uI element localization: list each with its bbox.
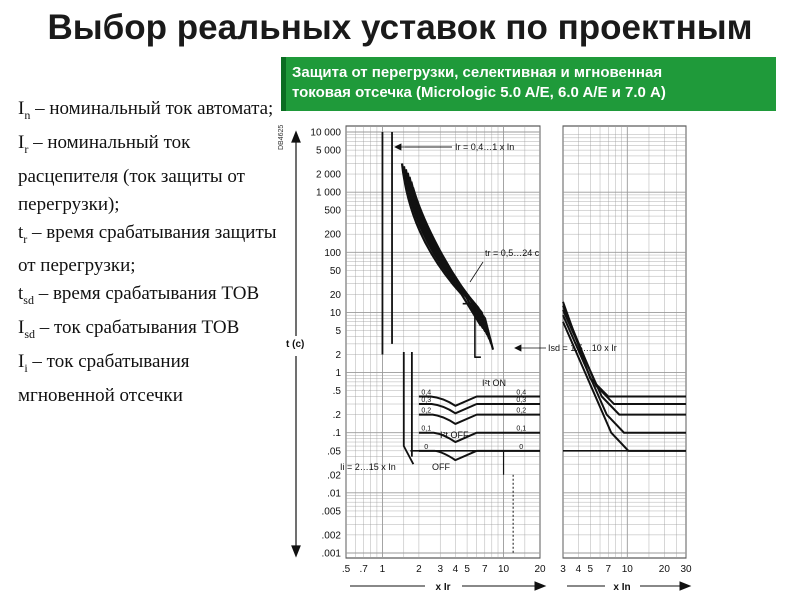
tsd-label: 0,2 [516,407,527,415]
short-time-step [419,433,540,442]
x-tick-label: 20 [534,564,546,575]
y-tick-label: 50 [329,265,341,277]
y-tick-label: 20 [329,289,341,301]
y-tick-label: 100 [324,247,341,259]
definition-subscript: sd [24,326,35,341]
x-tick-label: 3 [560,564,566,575]
chart-code-label: DB4625 [278,124,285,150]
x-tick-label: 2 [416,564,422,575]
y-tick-label: .002 [321,530,341,542]
y-tick-label: 2 [335,349,341,361]
y-tick-label: 500 [324,205,341,217]
i2t-off-annotation: I²t OFF [440,430,469,440]
short-time-step [419,415,540,424]
off-annotation: OFF [432,462,450,472]
definition-text: – время срабатывания защиты от перегрузки; [18,221,277,277]
definition-subscript: sd [23,293,34,308]
short-time-step [419,451,540,460]
y-tick-label: .2 [332,410,341,422]
right-x-axis-label: x In [613,582,631,593]
y-tick-label: .005 [321,506,341,518]
definition-symbol: I [18,131,25,153]
left-x-axis-label: x Ir [435,582,451,593]
x-tick-label: 5 [587,564,594,575]
x-tick-label: 30 [680,564,692,575]
definition-subscript: r [24,141,29,156]
x-tick-label: 20 [658,564,670,575]
y-tick-label: .1 [332,428,341,440]
definition-subscript: n [24,107,31,122]
tsd-label: 0,1 [421,425,432,433]
y-tick-label: .5 [332,386,341,398]
tsd-label: 0,4 [421,389,432,397]
definition-symbol: I [18,317,25,339]
right-panel-curves [563,302,686,451]
long-time-curve [406,169,485,331]
x-tick-label: 5 [464,564,470,575]
definition-subscript: r [23,231,28,246]
ir-annotation: Ir = 0,4…1 x In [455,142,515,152]
y-arrow-down-head [292,546,300,556]
right-step-curve [563,322,686,451]
definition-subscript: i [24,360,28,375]
y-tick-label: .05 [327,446,341,458]
x-tick-label: 4 [575,564,582,575]
x-arrow-head [680,582,690,590]
isd-leader-head [515,345,521,351]
tsd-label: 0,3 [421,397,432,405]
y-tick-label: 1 000 [315,187,341,199]
y-arrow-up-head [292,132,300,142]
y-tick-label: 10 [329,307,341,319]
definition-text: – ток срабатывания ТОВ [35,317,240,339]
definition-symbol: t [18,283,24,305]
definition-text: – ток срабатывания мгновенной отсечки [18,350,190,406]
y-tick-label: .02 [327,470,341,482]
banner-line-2: токовая отсечка (Micrologic 5.0 A/E, 6.0 A/E и 7.0 A) [292,84,666,101]
x-tick-label: 1 [379,564,386,575]
ir-leader-head [395,144,401,150]
x-tick-label: 7 [482,564,488,575]
definition-symbol: I [18,350,25,372]
x-arrow-head [535,582,545,590]
tsd-label: 0 [519,443,524,451]
definition-text: – номинальный ток расцепителя (ток защиты от перегрузки); [18,131,245,215]
ii-annotation: Ii = 2…15 x In [340,462,396,472]
y-tick-label: 1 [335,368,341,380]
y-tick-label: 2 000 [315,169,341,181]
x-axis-arrows [350,582,690,590]
x-tick-label: 4 [452,564,459,575]
y-tick-label: .01 [327,488,341,500]
page-title: Выбор реальных уставок по проектным [47,8,753,47]
tsd-label: 0,3 [516,397,527,405]
x-tick-label: .5 [341,564,351,575]
tr-annotation: tr = 0,5…24 c [485,248,540,258]
x-tick-label: 3 [437,564,444,575]
x-tick-label: 10 [497,564,510,575]
y-tick-label: 5 000 [315,145,341,157]
definition-text: – номинальный ток автомата; [30,98,274,119]
i2t-on-annotation: I²t ON [482,378,506,388]
y-axis-label: t (c) [286,339,305,350]
y-tick-label: .001 [321,548,341,560]
tsd-label: 0 [424,443,429,451]
tsd-label: 0,4 [516,389,527,397]
definition-symbol: t [18,221,24,243]
x-tick-label: .7 [359,564,368,575]
banner-line-1: Защита от перегрузки, селективная и мгновенная [292,64,663,81]
definition-text: – время срабатывания ТОВ [33,283,260,305]
isd-annotation: Isd = 1,5…10 x Ir [548,343,617,353]
chart-grid [346,126,686,558]
trip-curves [382,132,540,553]
tsd-label: 0,2 [421,407,432,415]
x-tick-label: 7 [605,564,612,575]
definition-symbol: I [18,98,25,119]
y-tick-label: 10 000 [310,127,341,139]
y-tick-label: 200 [324,229,341,241]
y-tick-label: 5 [335,326,341,338]
x-tick-label: 10 [621,564,633,575]
tsd-label: 0,1 [516,425,527,433]
